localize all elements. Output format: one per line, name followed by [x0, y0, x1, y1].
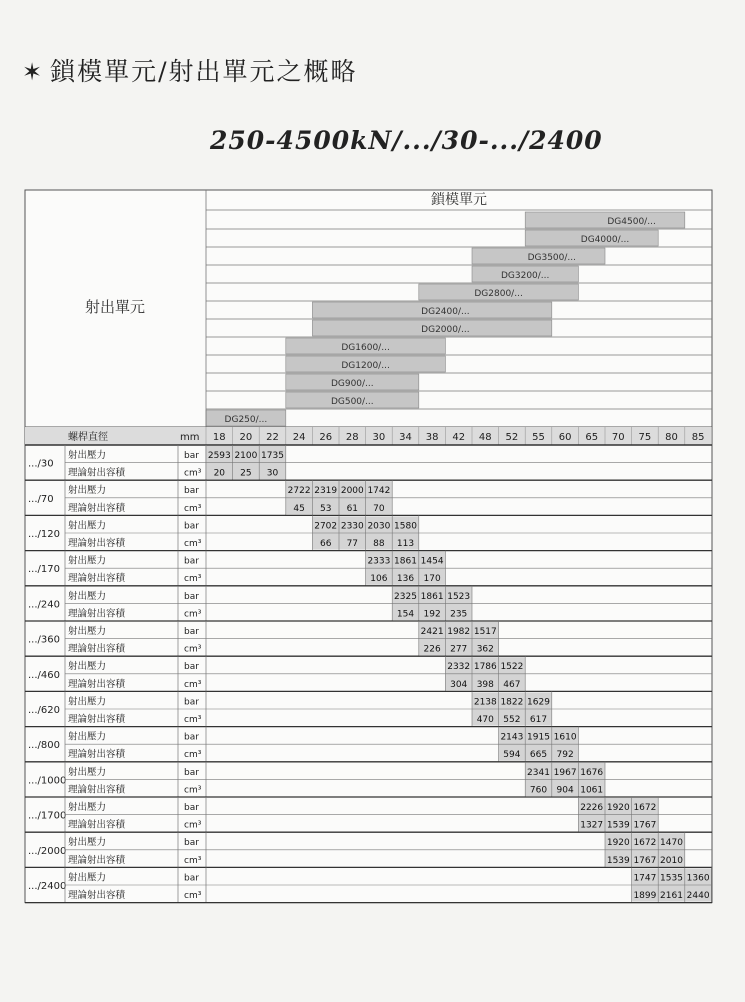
volume-label: 理論射出容積	[68, 678, 126, 690]
pressure-value: 1747	[633, 873, 657, 884]
diameter-value: 24	[292, 432, 306, 443]
clamping-bar-label: DG4500/...	[607, 217, 656, 227]
volume-value: 192	[423, 609, 441, 620]
volume-value: 277	[450, 644, 468, 655]
pressure-value: 1982	[447, 627, 471, 637]
diameter-value: 75	[638, 432, 652, 443]
pressure-value: 2000	[340, 486, 364, 497]
volume-value: 304	[450, 679, 468, 690]
pressure-value: 1610	[553, 732, 577, 743]
pressure-unit: bar	[184, 662, 199, 673]
volume-value: 30	[266, 468, 279, 479]
volume-value: 226	[423, 644, 441, 655]
pressure-value: 2722	[287, 486, 311, 497]
pressure-unit: bar	[184, 556, 199, 567]
volume-label: 理論射出容積	[68, 714, 126, 725]
volume-value: 2010	[660, 855, 683, 866]
pressure-label: 射出壓力	[68, 520, 107, 532]
pressure-label: 射出壓力	[68, 766, 107, 778]
pressure-unit: bar	[184, 591, 199, 602]
pressure-value: 2325	[394, 591, 417, 602]
clamping-bar-label: DG2800/...	[474, 289, 523, 299]
pressure-unit: bar	[184, 838, 199, 849]
volume-label: 理論射出容積	[68, 502, 126, 514]
pressure-unit: bar	[184, 732, 199, 743]
diameter-value: 18	[212, 432, 226, 443]
injection-unit-name: .../240	[28, 599, 60, 611]
pressure-label: 射出壓力	[68, 626, 107, 637]
clamping-bar-label: DG900/...	[330, 379, 374, 389]
volume-value: 70	[373, 503, 385, 514]
pressure-value: 1454	[420, 556, 444, 567]
volume-value: 45	[293, 503, 305, 514]
pressure-value: 1522	[500, 662, 524, 673]
pressure-value: 1920	[606, 838, 630, 849]
volume-value: 552	[503, 715, 521, 725]
volume-value: 760	[529, 785, 548, 796]
pressure-unit: bar	[184, 486, 199, 497]
pressure-value: 1735	[261, 451, 284, 461]
pressure-value: 1470	[660, 838, 683, 849]
pressure-unit: bar	[184, 767, 199, 778]
clamping-bar-label: DG2000/...	[421, 325, 470, 335]
volume-value: 1767	[633, 820, 657, 831]
injection-unit-name: .../30	[28, 458, 54, 470]
clamping-bar-label: DG3500/...	[527, 253, 577, 263]
pressure-value: 1672	[633, 803, 657, 813]
pressure-value: 1861	[394, 556, 417, 567]
injection-unit-name: .../620	[28, 705, 60, 716]
pressure-label: 射出壓力	[68, 555, 107, 567]
pressure-value: 2332	[447, 662, 471, 673]
diameter-row-bg	[25, 427, 712, 445]
screw-diameter-unit: mm	[180, 432, 200, 443]
volume-value: 66	[319, 539, 332, 549]
volume-label: 理論射出容積	[68, 890, 126, 901]
pressure-value: 1517	[473, 627, 497, 637]
volume-value: 25	[240, 468, 252, 479]
volume-value: 154	[396, 609, 415, 620]
volume-value: 617	[529, 715, 548, 725]
pressure-value: 2143	[500, 732, 524, 743]
page-title-text: 鎖模單元/射出單元之概略	[50, 57, 358, 86]
pressure-label: 射出壓力	[68, 485, 107, 497]
volume-unit: cm³	[184, 679, 202, 690]
pressure-value: 1822	[500, 697, 524, 708]
volume-value: 113	[396, 539, 415, 549]
pressure-value: 2330	[340, 521, 364, 532]
volume-value: 398	[476, 679, 494, 690]
injection-unit-name: .../460	[28, 669, 60, 681]
clamping-bar-label: DG3200/...	[500, 271, 550, 281]
volume-unit: cm³	[184, 539, 202, 549]
injection-unit-name: .../120	[28, 529, 60, 540]
volume-value: 170	[423, 574, 441, 585]
pressure-value: 1523	[447, 591, 471, 602]
pressure-value: 2702	[314, 521, 338, 532]
pressure-label: 射出壓力	[68, 450, 107, 461]
volume-unit: cm³	[184, 715, 202, 725]
pressure-value: 1580	[394, 521, 417, 532]
page-subtitle: 250-4500kN/.../30-.../2400	[210, 126, 603, 155]
volume-unit: cm³	[184, 785, 202, 796]
pressure-unit: bar	[184, 803, 199, 813]
diameter-value: 30	[372, 432, 386, 443]
pressure-value: 1676	[580, 767, 604, 778]
diameter-value: 70	[611, 432, 625, 443]
injection-header: 射出單元	[84, 298, 146, 316]
screw-diameter-label: 螺桿直徑	[68, 432, 108, 443]
pressure-label: 射出壓力	[68, 872, 107, 884]
volume-value: 136	[396, 574, 415, 585]
pressure-value: 2138	[473, 697, 497, 708]
diameter-value: 60	[558, 432, 572, 443]
volume-value: 106	[370, 574, 388, 585]
volume-value: 1899	[633, 891, 657, 901]
volume-label: 理論射出容積	[68, 819, 126, 831]
volume-value: 53	[319, 503, 332, 514]
pressure-value: 2593	[207, 451, 231, 461]
clamping-bar-label: DG2400/...	[421, 307, 470, 317]
diameter-value: 42	[452, 432, 466, 443]
injection-unit-name: .../800	[28, 740, 60, 752]
pressure-value: 1742	[367, 486, 391, 497]
pressure-unit: bar	[184, 521, 199, 532]
pressure-label: 射出壓力	[68, 696, 107, 708]
volume-unit: cm³	[184, 644, 202, 655]
volume-label: 理論射出容積	[68, 749, 126, 761]
star-icon: ✶	[22, 58, 45, 86]
pressure-unit: bar	[184, 873, 199, 884]
pressure-value: 2100	[234, 451, 258, 461]
pressure-value: 1360	[686, 873, 710, 884]
volume-value: 1061	[580, 785, 604, 796]
pressure-value: 2333	[367, 556, 391, 567]
volume-value: 467	[503, 679, 521, 690]
volume-value: 61	[346, 503, 359, 514]
pressure-value: 2341	[527, 767, 550, 778]
volume-value: 665	[529, 750, 548, 761]
volume-value: 594	[503, 750, 521, 761]
pressure-value: 2226	[580, 803, 604, 813]
volume-value: 77	[346, 539, 359, 549]
pressure-label: 射出壓力	[68, 802, 107, 813]
volume-value: 792	[556, 750, 574, 761]
volume-unit: cm³	[184, 503, 202, 514]
pressure-label: 射出壓力	[68, 837, 107, 849]
diameter-value: 65	[585, 432, 599, 443]
pressure-value: 1861	[420, 591, 444, 602]
pressure-value: 1915	[527, 732, 550, 743]
volume-value: 1539	[606, 855, 630, 866]
injection-unit-name: .../170	[28, 564, 60, 576]
volume-unit: cm³	[184, 750, 202, 761]
diameter-value: 80	[665, 432, 678, 443]
clamping-bar-label: DG1600/...	[341, 343, 390, 353]
clamping-header: 鎖模單元	[431, 192, 487, 208]
volume-value: 2161	[660, 891, 683, 901]
diameter-value: 38	[425, 432, 439, 443]
volume-unit: cm³	[184, 855, 202, 866]
volume-value: 2440	[686, 891, 710, 901]
volume-label: 理論射出容積	[68, 784, 126, 796]
volume-value: 235	[450, 609, 468, 620]
volume-label: 理論射出容積	[68, 854, 126, 866]
pressure-value: 1920	[606, 803, 630, 813]
diameter-value: 22	[266, 432, 279, 443]
pressure-value: 2421	[420, 627, 444, 637]
volume-value: 904	[556, 785, 574, 796]
diameter-value: 34	[399, 432, 412, 443]
pressure-value: 2319	[314, 486, 338, 497]
volume-label: 理論射出容積	[68, 608, 126, 620]
volume-value: 88	[373, 539, 385, 549]
diameter-value: 48	[478, 432, 492, 443]
volume-value: 20	[213, 468, 226, 479]
clamping-bar-label: DG500/...	[330, 397, 374, 407]
volume-value: 1539	[606, 820, 630, 831]
volume-value: 1327	[580, 820, 604, 831]
injection-unit-name: .../360	[28, 634, 60, 646]
volume-unit: cm³	[184, 468, 202, 479]
diameter-value: 55	[532, 432, 545, 443]
volume-unit: cm³	[184, 891, 202, 901]
injection-unit-name: .../1700	[28, 810, 67, 822]
volume-unit: cm³	[184, 609, 202, 620]
pressure-value: 1672	[633, 838, 657, 849]
clamping-bar-label: DG1200/...	[341, 361, 390, 371]
diameter-value: 85	[691, 432, 705, 443]
volume-unit: cm³	[184, 574, 202, 585]
diameter-value: 26	[319, 432, 333, 443]
clamping-bar	[525, 212, 685, 228]
pressure-unit: bar	[184, 451, 199, 461]
clamping-bar-label: DG250/...	[224, 415, 268, 425]
injection-unit-name: .../2400	[28, 881, 67, 892]
volume-value: 470	[476, 715, 494, 725]
volume-label: 理論射出容積	[68, 467, 126, 479]
pressure-unit: bar	[184, 627, 199, 637]
volume-unit: cm³	[184, 820, 202, 831]
clamping-bar-label: DG4000/...	[580, 235, 630, 245]
injection-unit-name: .../1000	[28, 775, 67, 787]
pressure-value: 1629	[527, 697, 550, 708]
volume-value: 362	[476, 644, 494, 655]
injection-unit-name: .../70	[28, 493, 54, 505]
pressure-value: 2030	[367, 521, 391, 532]
pressure-label: 射出壓力	[68, 661, 107, 673]
volume-label: 理論射出容積	[68, 643, 126, 655]
diameter-value: 52	[505, 432, 519, 443]
diameter-value: 20	[239, 432, 253, 443]
pressure-value: 1786	[473, 662, 497, 673]
volume-label: 理論射出容積	[68, 573, 126, 585]
volume-label: 理論射出容積	[68, 538, 126, 549]
pressure-label: 射出壓力	[68, 731, 107, 743]
pressure-unit: bar	[184, 697, 199, 708]
pressure-value: 1967	[553, 767, 577, 778]
pressure-value: 1535	[660, 873, 683, 884]
pressure-label: 射出壓力	[68, 590, 107, 602]
injection-unit-name: .../2000	[28, 845, 67, 857]
diameter-value: 28	[345, 432, 359, 443]
volume-value: 1767	[633, 855, 657, 866]
